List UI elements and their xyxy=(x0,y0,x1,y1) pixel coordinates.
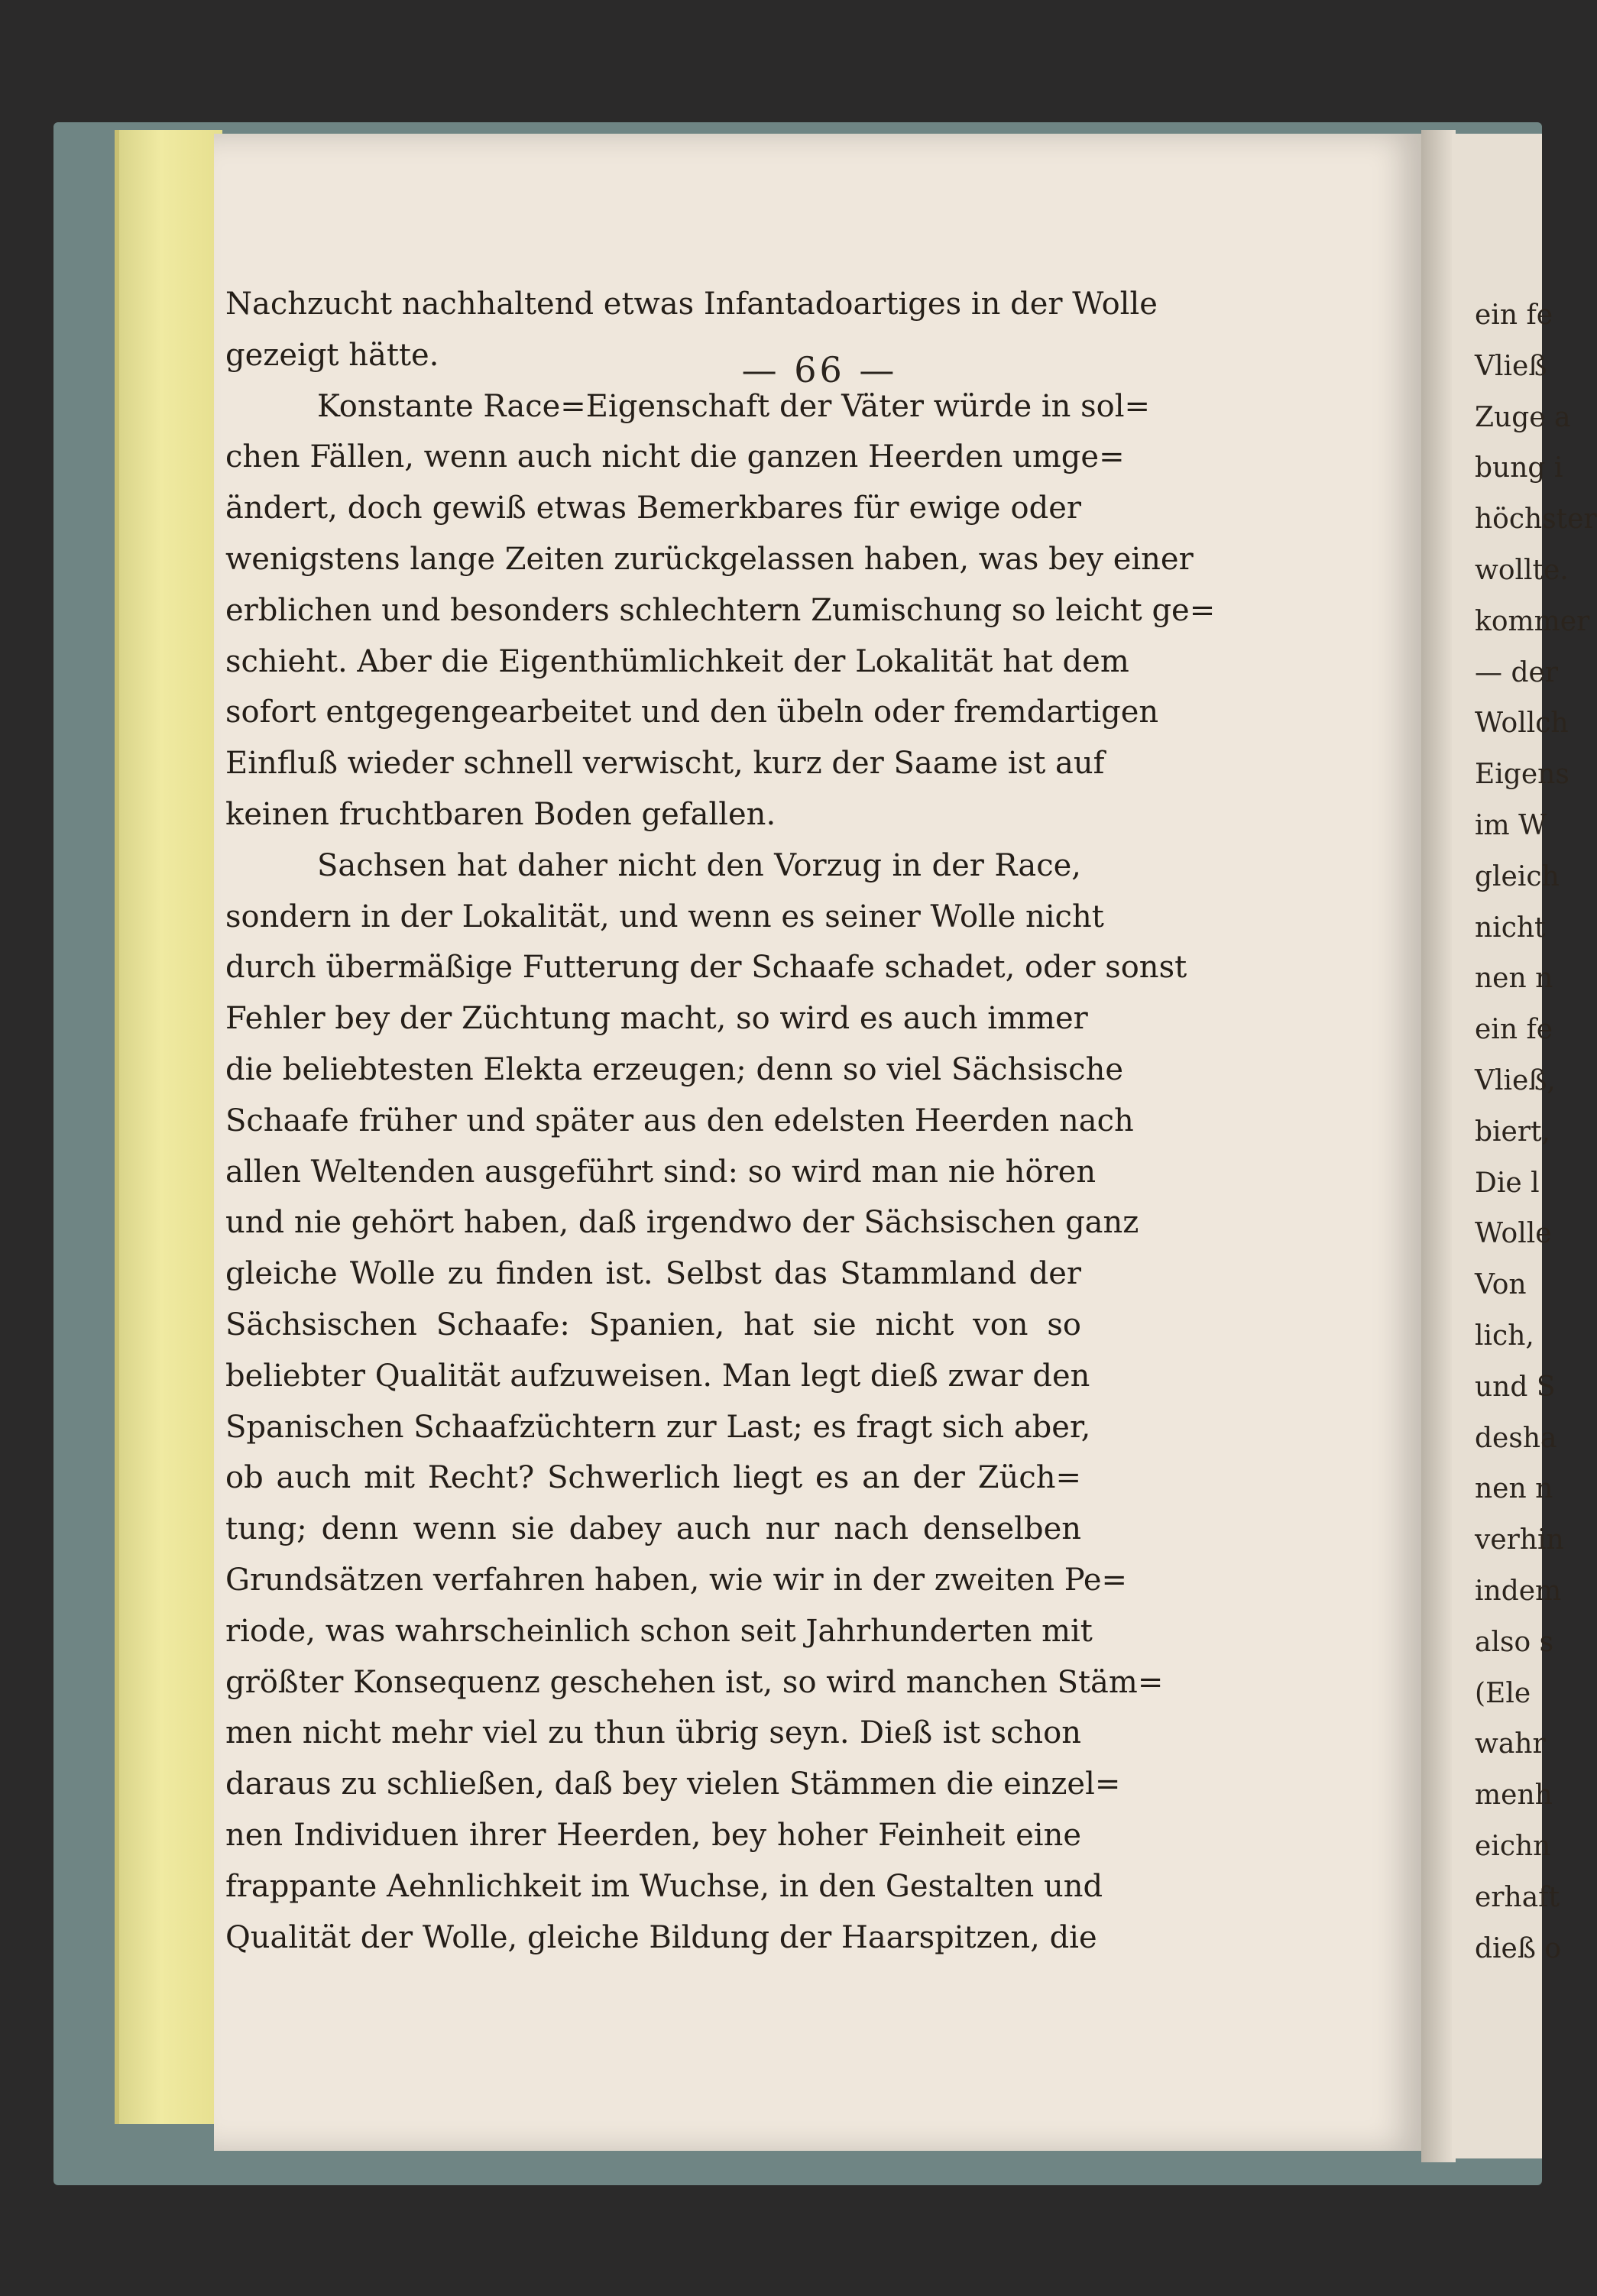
next-page-line-fragment: biert, xyxy=(1475,1116,1550,1148)
next-page-line-fragment: indem xyxy=(1475,1575,1562,1607)
text-line: allen Weltenden ausgeführt sind: so wird man nie hören xyxy=(225,1154,1097,1190)
next-page-line-fragment: höchster xyxy=(1475,504,1597,536)
next-page-line-fragment: im W xyxy=(1475,809,1547,841)
next-page-line-fragment: ein fe xyxy=(1475,300,1553,331)
next-page-line-fragment: Die l xyxy=(1475,1167,1540,1199)
next-page-line-fragment: lich, xyxy=(1475,1320,1534,1352)
text-line: größter Konsequenz geschehen ist, so wird manchen Stäm= xyxy=(225,1664,1164,1700)
book-gutter xyxy=(1421,130,1456,2162)
next-page-line-fragment: wahr xyxy=(1475,1728,1546,1760)
next-page-line-fragment: desha xyxy=(1475,1422,1557,1454)
text-line: ändert, doch gewiß etwas Bemerkbares für ewige oder xyxy=(225,491,1081,526)
next-page-line-fragment: verhin xyxy=(1475,1524,1564,1556)
text-line: durch übermäßige Futterung der Schaafe schadet, oder sonst xyxy=(225,950,1187,986)
next-page-line-fragment: erhaft xyxy=(1475,1881,1560,1913)
text-line: tung; denn wenn sie dabey auch nur nach denselben xyxy=(225,1511,1081,1547)
text-line: Fehler bey der Züchtung macht, so wird es auch immer xyxy=(225,1001,1088,1037)
text-line: Nachzucht nachhaltend etwas Infantadoartiges in der Wolle xyxy=(225,287,1158,322)
text-line: frappante Aehnlichkeit im Wuchse, in den Gestalten und xyxy=(225,1868,1103,1904)
text-line: sofort entgegengearbeitet und den übeln oder fremdartigen xyxy=(225,695,1159,730)
next-page-line-fragment: (Ele xyxy=(1475,1677,1531,1709)
next-page-line-fragment: Wolle xyxy=(1475,1218,1552,1250)
text-line: ob auch mit Recht? Schwerlich liegt es an der Züch= xyxy=(225,1460,1081,1496)
text-line: sondern in der Lokalität, und wenn es seiner Wolle nicht xyxy=(225,899,1104,934)
text-line: Sächsischen Schaafe: Spanien, hat sie nicht von so xyxy=(225,1307,1081,1342)
page-edges xyxy=(115,130,222,2124)
next-page-line-fragment: nen n xyxy=(1475,1473,1553,1505)
text-line: riode, was wahrscheinlich schon seit Jahrhunderten mit xyxy=(225,1613,1093,1649)
next-page-line-fragment: Eigens xyxy=(1475,759,1569,791)
next-page-line-fragment: Zuge a xyxy=(1475,401,1571,433)
next-page-line-fragment: menh xyxy=(1475,1779,1553,1812)
text-line: wenigstens lange Zeiten zurückgelassen haben, was bey einer xyxy=(225,541,1194,577)
next-page-line-fragment: Von xyxy=(1475,1269,1527,1301)
next-page-line-fragment: gleich xyxy=(1475,860,1560,892)
next-page-line-fragment: Wollch xyxy=(1475,708,1569,740)
next-page-line-fragment: kommer xyxy=(1475,605,1590,637)
text-line: nen Individuen ihrer Heerden, bey hoher Feinheit eine xyxy=(225,1817,1081,1853)
text-line: gleiche Wolle zu finden ist. Selbst das Stammland der xyxy=(225,1256,1081,1292)
next-page-fragments xyxy=(1475,290,1597,1974)
page-body-text xyxy=(225,279,1216,1963)
text-line: Spanischen Schaafzüchtern zur Last; es fragt sich aber, xyxy=(225,1409,1091,1445)
next-page-line-fragment: eichn xyxy=(1475,1830,1551,1862)
text-line: Grundsätzen verfahren haben, wie wir in der zweiten Pe= xyxy=(225,1562,1127,1598)
text-line: Einfluß wieder schnell verwischt, kurz der Saame ist auf xyxy=(225,746,1105,782)
text-line: chen Fällen, wenn auch nicht die ganzen Heerden umge= xyxy=(225,439,1125,475)
text-line: erblichen und besonders schlechtern Zumischung so leicht ge= xyxy=(225,592,1216,628)
text-line: Qualität der Wolle, gleiche Bildung der Haarspitzen, die xyxy=(225,1919,1097,1955)
text-line: gezeigt hätte. xyxy=(225,337,439,373)
text-line: men nicht mehr viel zu thun übrig seyn. Dieß ist schon xyxy=(225,1715,1081,1751)
text-line: und nie gehört haben, daß irgendwo der Sächsischen ganz xyxy=(225,1205,1139,1241)
next-page-line-fragment: bung i xyxy=(1475,452,1563,484)
text-line: Konstante Race=Eigenschaft der Väter würde in sol= xyxy=(317,388,1151,424)
text-line: beliebter Qualität aufzuweisen. Man legt dieß zwar den xyxy=(225,1358,1090,1394)
next-page-line-fragment: dieß o xyxy=(1475,1932,1562,1964)
next-page-line-fragment: wollte. xyxy=(1475,554,1569,586)
next-page-line-fragment: also s xyxy=(1475,1626,1554,1658)
next-page-line-fragment: ein fe xyxy=(1475,1014,1553,1046)
page-number: — 66 — xyxy=(741,349,898,390)
text-line: daraus zu schließen, daß bey vielen Stämmen die einzel= xyxy=(225,1767,1121,1802)
next-page-line-fragment: Vließ xyxy=(1475,350,1547,382)
next-page-line-fragment: — der xyxy=(1475,656,1559,688)
text-line: schieht. Aber die Eigenthümlichkeit der Lokalität hat dem xyxy=(225,643,1129,679)
next-page-line-fragment: nicht xyxy=(1475,912,1546,944)
text-line: Sachsen hat daher nicht den Vorzug in der Race, xyxy=(317,847,1081,883)
next-page-line-fragment: nen n xyxy=(1475,963,1553,995)
text-line: keinen fruchtbaren Boden gefallen. xyxy=(225,796,776,832)
next-page-line-fragment: Vließ, xyxy=(1475,1064,1556,1096)
text-line: die beliebtesten Elekta erzeugen; denn so viel Sächsische xyxy=(225,1051,1123,1087)
text-line: Schaafe früher und später aus den edelsten Heerden nach xyxy=(225,1103,1134,1138)
next-page-line-fragment: und S xyxy=(1475,1371,1556,1403)
